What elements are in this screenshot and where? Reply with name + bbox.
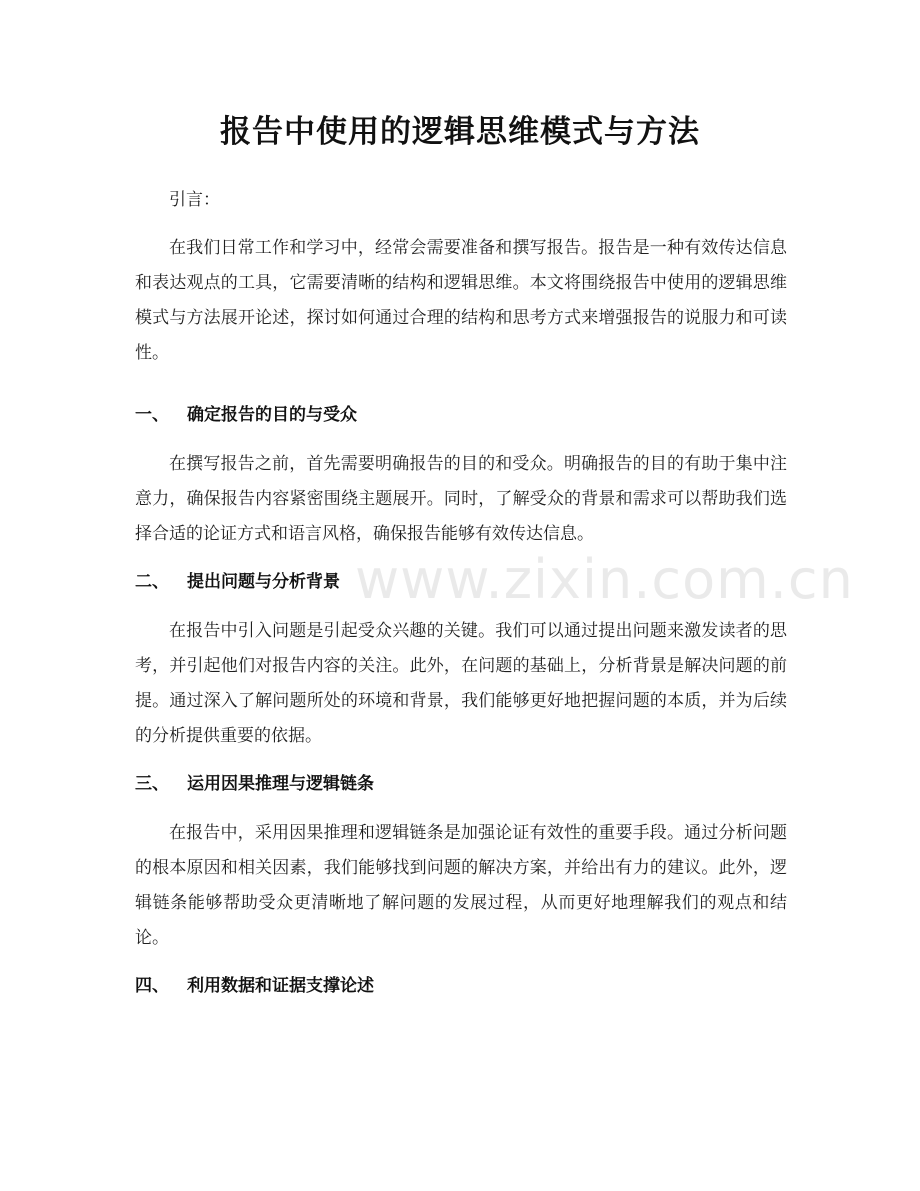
page-title: 报告中使用的逻辑思维模式与方法 bbox=[220, 114, 700, 150]
section-title: 运用因果推理与逻辑链条 bbox=[187, 774, 374, 794]
section-paragraph: 在报告中引入问题是引起受众兴趣的关键。我们可以通过提出问题来激发读者的思考，并引起他们对报告内容的关注。此外，在问题的基础上，分析背景是解决问题的前提。通过深入了解问题所处的环境和背景，我们能够更好地把握问题的本质，并为后续的分析提供重要的依据。 bbox=[135, 621, 787, 746]
section-heading bbox=[135, 565, 787, 600]
section-number: 三、 bbox=[135, 774, 169, 794]
section-2 bbox=[135, 565, 787, 754]
section-paragraph: 在撰写报告之前，首先需要明确报告的目的和受众。明确报告的目的有助于集中注意力，确保报告内容紧密围绕主题展开。同时，了解受众的背景和需求可以帮助我们选择合适的论证方式和语言风格，确保报告能够有效传达信息。 bbox=[135, 454, 787, 544]
section-3 bbox=[135, 767, 787, 956]
section-number: 二、 bbox=[135, 572, 169, 592]
section-heading bbox=[135, 398, 787, 433]
intro-paragraph: 在我们日常工作和学习中，经常会需要准备和撰写报告。报告是一种有效传达信息和表达观点的工具，它需要清晰的结构和逻辑思维。本文将围绕报告中使用的逻辑思维模式与方法展开论述，探讨如何通过合理的结构和思考方式来增强报告的说服力和可读性。 bbox=[135, 238, 787, 363]
section-heading bbox=[135, 767, 787, 802]
section-title: 确定报告的目的与受众 bbox=[187, 405, 357, 425]
section-paragraph: 在报告中，采用因果推理和逻辑链条是加强论证有效性的重要手段。通过分析问题的根本原因和相关因素，我们能够找到问题的解决方案，并给出有力的建议。此外，逻辑链条能够帮助受众更清晰地了解问题的发展过程，从而更好地理解我们的观点和结论。 bbox=[135, 823, 787, 948]
section-heading bbox=[135, 969, 787, 1004]
intro-label: 引言： bbox=[169, 190, 220, 210]
section-number: 一、 bbox=[135, 405, 169, 425]
watermark: www.zixin.com.cn bbox=[355, 548, 854, 611]
document-body bbox=[135, 183, 787, 1018]
section-4 bbox=[135, 969, 787, 1004]
section-number: 四、 bbox=[135, 976, 169, 996]
section-title: 提出问题与分析背景 bbox=[187, 572, 340, 592]
section-1 bbox=[135, 398, 787, 552]
section-title: 利用数据和证据支撑论述 bbox=[187, 976, 374, 996]
